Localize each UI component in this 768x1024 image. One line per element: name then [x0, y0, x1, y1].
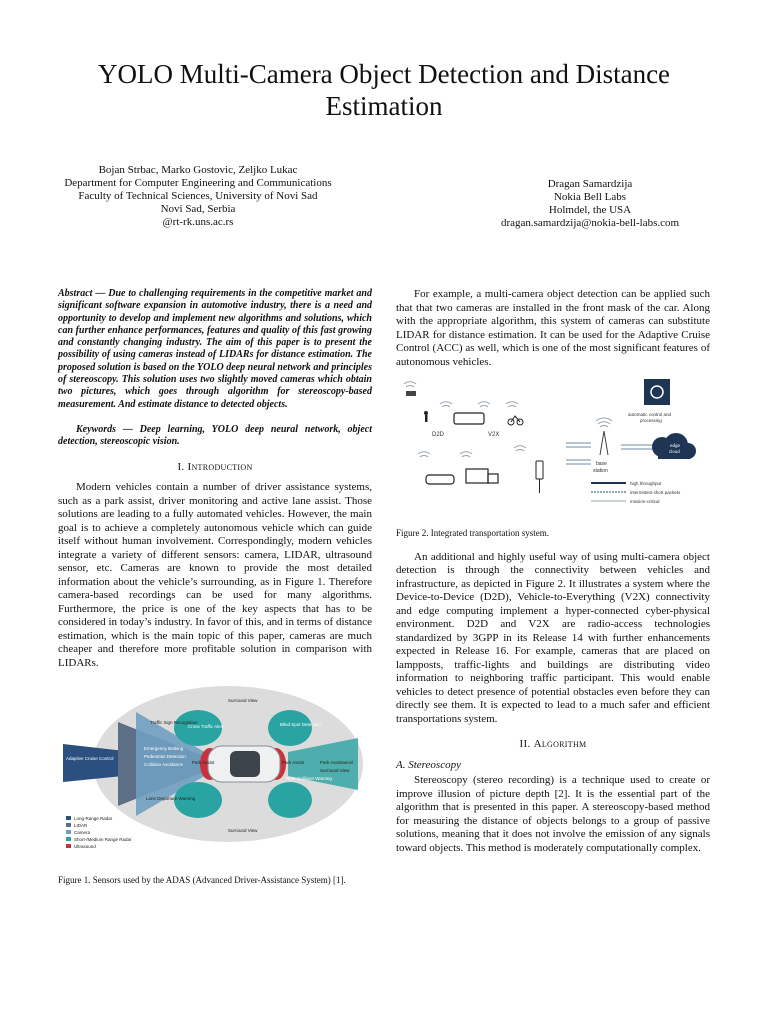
paper-title: YOLO Multi-Camera Object Detection and Distance Estimation [97, 59, 671, 121]
short-radar-rear-2 [268, 782, 312, 818]
label-lane-departure: Lane Departure Warning [146, 796, 196, 802]
author-department: Department for Computer Engineering and Communications [64, 177, 332, 189]
legend-mission-critical: mission-critical [630, 499, 660, 504]
author-names: Bojan Strbac, Marko Gostovic, Zeljko Lukac [98, 164, 298, 176]
legend-lidar: LIDAR [74, 823, 88, 829]
right-column [396, 288, 710, 855]
author-faculty: Faculty of Technical Sciences, University of Novi Sad [78, 190, 318, 202]
legend-ultrasound: Ultrasound [74, 844, 96, 850]
figure-1-adas-sensors [58, 682, 372, 862]
authors-right [440, 178, 740, 230]
figure-1-caption: Figure 1. Sensors used by the ADAS (Advanced Driver-Assistance System) [1]. [58, 874, 346, 885]
abstract: Abstract — Due to challenging requirements in the competitive market and significant software expansion in automotive industry, there is a need and opportunity to develop and implement new algorithms and solutions, which can further enhance performances, features and quality of this fast growing and constantly changing industry. The aim of this paper is to present the possibility of using cameras instead of LIDARs for distance estimation. The proposed solution is based on the YOLO deep neural network and principles of stereoscopy. This solution uses two slightly moved cameras which obtain two pictures, which goes through algorithm for stereoscopy-based measurement. And estimate distance to detected objects. [58, 288, 372, 410]
intro-paragraph: Modern vehicles contain a number of driver assistance systems, such as a park assist, driver monitoring and active lane assist. Those solutions are leading to a fully automated vehicles. However, the main goal is to achieve a completely autonomous vehicle which can guide itself without human involvement. Correspondingly, modern vehicles integrate a variety of different sensors: camera, LIDAR, ultrasound sensor, etc. Cameras are known to provide the most detailed information about the vehicle’s surrounding, as in Figure 1. Therefore camera-based recordings can be used for many algorithms. Furthermore, the price is one of the key aspects that has to be considered in today’s industry. In favor of this, and in terms of distance estimation, which is the main topic of this paper, cameras are much cheaper and therefore more profitable solution in comparison with LIDARs. [58, 481, 372, 669]
figure-2-caption: Figure 2. Integrated transportation system. [396, 527, 549, 538]
legend-camera: Camera [74, 830, 91, 836]
figure-2-transport-system [396, 375, 710, 517]
section-number: II. [519, 738, 531, 750]
label-surround-bottom: Surround View [228, 828, 258, 834]
subsection-number: A. [396, 758, 406, 771]
author-email: @rt-rk.uns.ac.rs [162, 216, 234, 228]
keywords: Keywords — Deep learning, YOLO deep neural network, object detection, stereoscopic vision. [58, 423, 372, 448]
label-blind-spot: Blind Spot Detection [280, 722, 321, 728]
left-column [58, 288, 372, 886]
label-base: base [596, 461, 607, 467]
legend-high-throughput: high throughput [630, 481, 662, 486]
label-pedestrian: Pedestrian Detection [144, 754, 186, 760]
legend-long-range-radar: Long-Range Radar [74, 816, 113, 822]
subsection-heading-stereoscopy [396, 759, 710, 773]
right-paragraph-1: For example, a multi-camera object detection can be applied such that that two cameras are installed in the front mask of the car. Along with the appropriate algorithm, this system of cameras can substitute LIDAR for distance estimation. It can be used for the Adaptive Cruise Control (ACC) as well, which is one of the most significant features of autonomous vehicles. [396, 288, 710, 368]
right-paragraph-2: An additional and highly useful way of using multi-camera object detection is through the connectivity between vehicles and infrastructure, as depicted in Figure 2. It illustrates a system where the Device-to-Device (D2D), Vehicle-to-Everything (V2X) connectivity and edge computing implement a hyper-connected cyber-physical environment. D2D and V2X are radio-access technologies standardized by 3GPP in its Release 14 with further enhancements expected in Release 16. For example, cameras that are placed on lampposts, traffic-lights and buildings are distributing video information to neighboring traffic participant. This would enable vehicles to detect presence of potential obstacles even before they can directly see them. It is expected to lead to a much safer and efficient transportations system. [396, 550, 710, 725]
label-surround-right: Surround View [320, 768, 350, 774]
section-title: Algorithm [533, 738, 587, 750]
author-name: Dragan Samardzija [547, 178, 633, 190]
label-cross-traffic: Cross Traffic Alert [188, 724, 224, 730]
label-emergency: Emergency Braking [144, 746, 184, 752]
section-number: I. [177, 460, 185, 473]
gear-icon [644, 379, 670, 405]
section-heading-algorithm [396, 738, 710, 752]
label-traffic-sign: Traffic Sign Recognition [150, 720, 198, 726]
label-processing: processing [640, 418, 662, 423]
label-park-assist-left: Park Assist [192, 760, 215, 766]
label-adaptive-cruise: Adaptive Cruise Control [66, 756, 114, 762]
car-roof [230, 751, 260, 777]
label-edge: edge [670, 443, 681, 448]
section-title: Introduction [187, 460, 253, 473]
label-park-assist-right: Park Assist [282, 760, 305, 766]
author-location: Holmdel, the USA [548, 204, 632, 216]
author-affiliation: Nokia Bell Labs [553, 191, 627, 203]
label-v2x: V2X [488, 432, 500, 438]
author-email: dragan.samardzija@nokia-bell-labs.com [500, 217, 680, 229]
subsection-title: Stereoscopy [408, 758, 461, 771]
stereoscopy-paragraph: Stereoscopy (stereo recording) is a technique used to create or improve illusion of picture depth [2]. It is the essential part of the algorithm that is presented in this paper. A stereoscopy-based method for measuring the distance of objects belongs to a group of passive solutions, meaning that it does not involve the emission of any signals toward objects. This method is moderately computationally complex. [396, 774, 710, 854]
section-heading-introduction [58, 461, 372, 475]
short-radar-rear [268, 710, 312, 746]
label-park-assistance: Park Assistance/ [320, 760, 354, 766]
label-surround-top: Surround View [228, 698, 258, 704]
label-collision: Collision Avoidance [144, 762, 183, 768]
label-station: station [593, 468, 608, 474]
camera-icon [406, 391, 416, 396]
authors-left [48, 164, 348, 229]
label-rear-collision: Rear Collision Warning [286, 776, 332, 782]
label-d2d: D2D [432, 432, 445, 438]
label-cloud: cloud [669, 449, 680, 454]
label-automatic-control: automatic control and [628, 412, 672, 417]
legend-short-radar: Short-/Medium Range Radar [74, 837, 132, 843]
legend-short-packets: intermittent short packets [630, 490, 681, 495]
author-city: Novi Sad, Serbia [160, 203, 236, 215]
